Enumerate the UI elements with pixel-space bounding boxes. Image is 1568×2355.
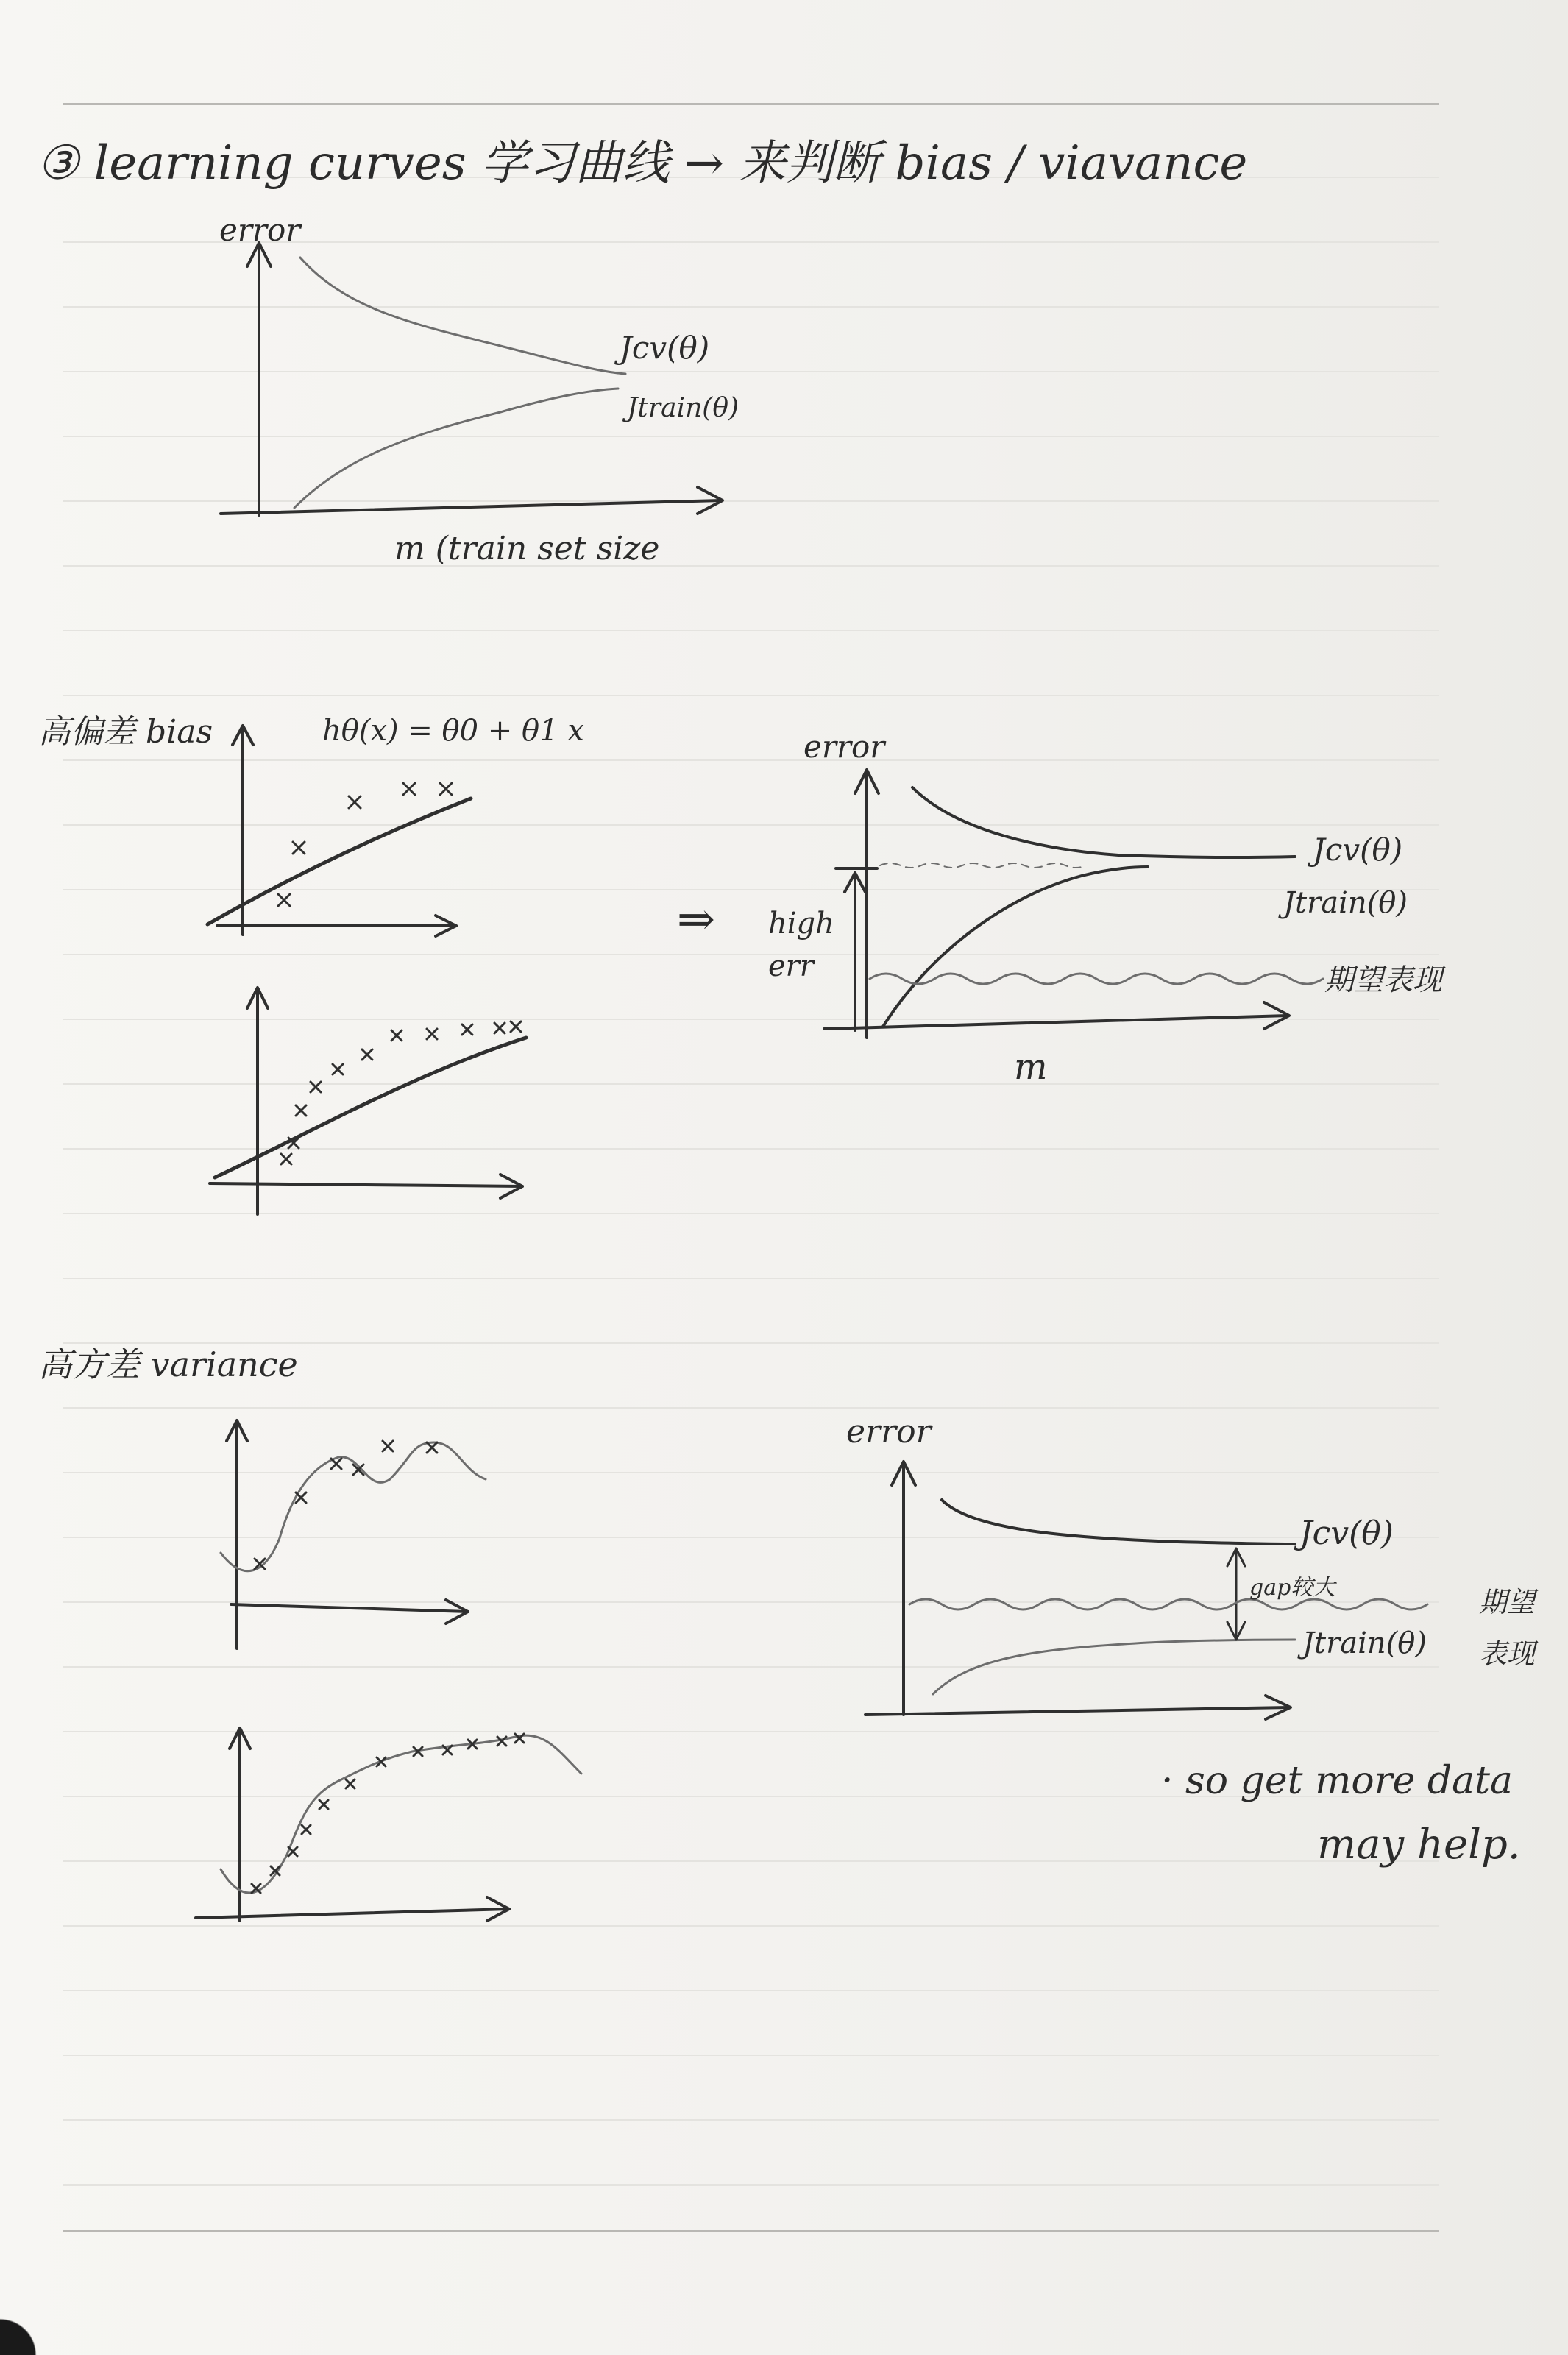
- section1-y-label: error: [219, 212, 301, 248]
- hypothesis-formula: hθ(x) = θ0 + θ1 x: [322, 714, 584, 748]
- section3-desired-label-1: 期望: [1479, 1586, 1536, 1618]
- section3-y-label: error: [846, 1413, 932, 1451]
- high-err-label-1: high: [768, 907, 834, 941]
- section1-jtrain-label: Jtrain(θ): [627, 393, 739, 423]
- section3-jcv-label: Jcv(θ): [1299, 1515, 1394, 1552]
- section2-x-label: m: [1014, 1047, 1048, 1088]
- section2-title: 高偏差 bias: [38, 713, 213, 751]
- section3-jtrain-label: Jtrain(θ): [1302, 1626, 1427, 1660]
- note-line-2: may help.: [1317, 1821, 1521, 1869]
- gap-note: gap较大: [1249, 1575, 1335, 1601]
- high-err-label-2: err: [768, 949, 814, 983]
- section2-jtrain-label: Jtrain(θ): [1283, 886, 1408, 920]
- implies-arrow: ⇒: [677, 892, 715, 946]
- section2-desired-label: 期望表现: [1324, 963, 1442, 997]
- section3-desired-label-2: 表现: [1479, 1637, 1536, 1670]
- section1-jcv-label: Jcv(θ): [620, 330, 710, 366]
- section2-jcv-label: Jcv(θ): [1313, 832, 1403, 868]
- section1-title: ③ learning curves 学习曲线 → 来判断 bias / viavance: [37, 136, 1248, 191]
- section2-y-label: error: [803, 729, 885, 765]
- section1-x-label: m (train set size: [394, 530, 660, 567]
- section3-title: 高方差 variance: [38, 1345, 298, 1384]
- note-line-1: · so get more data: [1161, 1759, 1514, 1803]
